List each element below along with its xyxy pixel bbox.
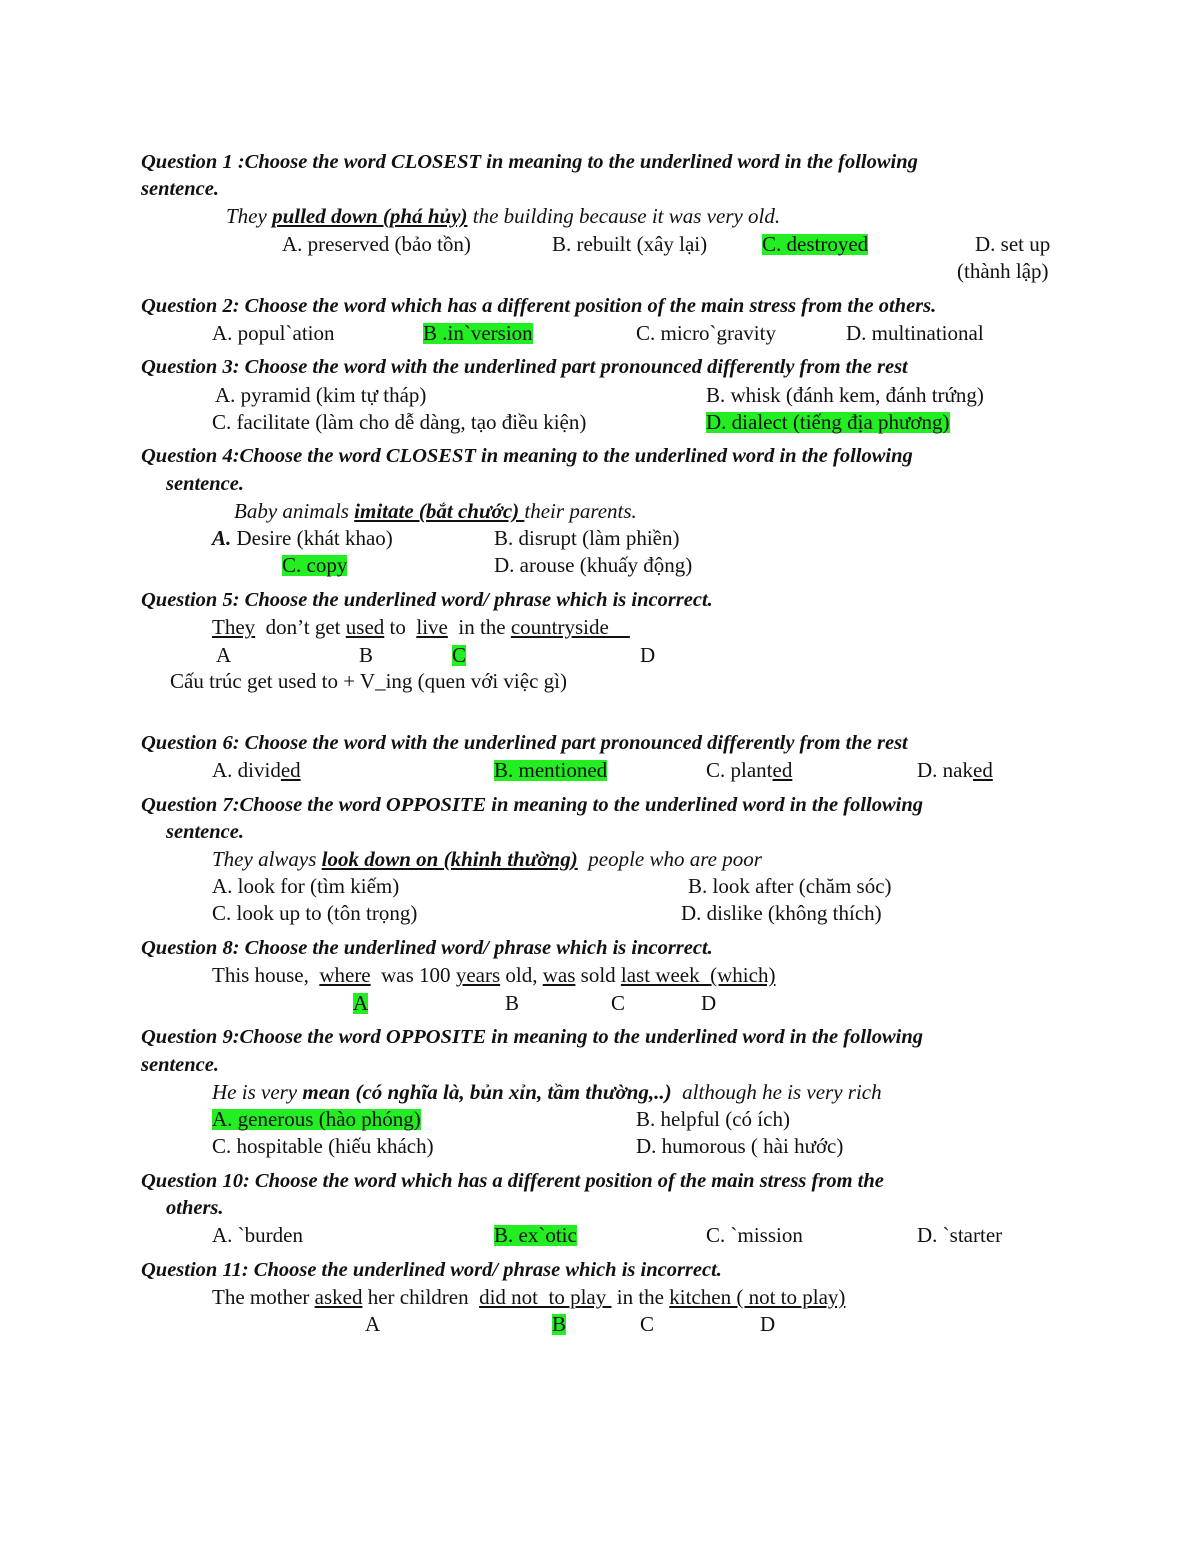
q11-text: in the (611, 1285, 670, 1309)
q9-underlined-phrase: mean (có nghĩa là, bủn xỉn, tầm thường,..) (302, 1080, 672, 1104)
q4-underlined-phrase: imitate (bắt chước) (354, 499, 525, 523)
q4-option-a[interactable] (212, 528, 393, 549)
q9-option-a-answer[interactable]: A. generous (hào phóng) (212, 1107, 421, 1131)
q9-option-d[interactable]: D. humorous ( hài hước) (636, 1134, 844, 1158)
q11-label-a: A (365, 1312, 381, 1336)
q1-sentence-start: They (226, 204, 273, 228)
q3-option-c[interactable]: C. facilitate (làm cho dễ dàng, tạo điều kiện) (212, 410, 587, 434)
q7-sentence-start: They always (212, 847, 322, 871)
q5-label-b: B (359, 643, 374, 667)
q3-option-a[interactable]: A. pyramid (kim tự tháp) (215, 383, 427, 407)
q5-text: in the (447, 615, 511, 639)
q6-option-c-underlined: ed (772, 758, 793, 782)
q9-sentence-start: He is very (212, 1080, 303, 1104)
q1-option-b[interactable]: B. rebuilt (xây lại) (552, 232, 708, 256)
q4-option-d[interactable]: D. arouse (khuấy động) (494, 553, 693, 577)
q9-sentence (212, 1082, 882, 1103)
q1-underlined-phrase: pulled down (phá hủy) (272, 204, 468, 228)
q5-prompt: Question 5: Choose the underlined word/ phrase which is incorrect. (141, 589, 713, 611)
q3-option-d-answer[interactable]: D. dialect (tiếng địa phương) (706, 410, 950, 434)
q4-option-a-letter: A. (212, 526, 232, 550)
q5-label-d: D (640, 643, 656, 667)
q8-prompt: Question 8: Choose the underlined word/ phrase which is incorrect. (141, 937, 713, 959)
q6-option-d-text: D. nak (917, 758, 973, 782)
q2-option-a[interactable]: A. popul`ation (212, 321, 335, 345)
q9-sentence-end: although he is very rich (671, 1080, 882, 1104)
q1-sentence-end: the building because it was very old. (467, 204, 781, 228)
q7-sentence-end: people who are poor (577, 847, 762, 871)
q4-sentence (234, 501, 637, 522)
q1-option-c-answer[interactable]: C. destroyed (762, 232, 869, 256)
q5-underlined-b[interactable]: used (345, 615, 385, 639)
q10-prompt-line2: others. (166, 1197, 224, 1219)
q5-underlined-c[interactable]: live (416, 615, 448, 639)
q6-option-a-text: A. divid (212, 758, 281, 782)
q4-prompt-line1: Question 4:Choose the word CLOSEST in meaning to the underlined word in the following (141, 445, 913, 467)
q11-text: her children (362, 1285, 480, 1309)
q5-label-c-answer[interactable]: C (452, 643, 467, 667)
q8-underlined-b[interactable]: years (455, 963, 501, 987)
q8-underlined-d[interactable]: last week (which) (620, 963, 776, 987)
q8-label-c: C (611, 991, 626, 1015)
q8-label-d: D (701, 991, 717, 1015)
q10-option-d[interactable]: D. `starter (917, 1223, 1003, 1247)
q10-prompt-line1: Question 10: Choose the word which has a different position of the main stress from the (141, 1170, 884, 1192)
q1-prompt-line1: Question 1 :Choose the word CLOSEST in meaning to the underlined word in the following (141, 151, 918, 173)
q4-option-c-answer[interactable]: C. copy (282, 553, 348, 577)
q3-prompt: Question 3: Choose the word with the underlined part pronounced differently from the rest (141, 356, 908, 378)
q8-label-a-answer[interactable]: A (353, 991, 369, 1015)
q7-prompt-line2: sentence. (166, 821, 244, 843)
q8-underlined-c[interactable]: was (542, 963, 576, 987)
q9-prompt-line2: sentence. (141, 1054, 219, 1076)
q3-option-b[interactable]: B. whisk (đánh kem, đánh trứng) (706, 383, 984, 407)
q1-sentence (226, 206, 780, 227)
q5-text: don’t get (255, 615, 346, 639)
q1-option-a[interactable]: A. preserved (bảo tồn) (282, 232, 471, 256)
q8-text: sold (575, 963, 621, 987)
q11-label-c: C (640, 1312, 655, 1336)
q7-sentence (212, 849, 762, 870)
q10-option-c[interactable]: C. `mission (706, 1223, 803, 1247)
q1-prompt-line2: sentence. (141, 178, 219, 200)
q9-prompt-line1: Question 9:Choose the word OPPOSITE in meaning to the underlined word in the following (141, 1026, 923, 1048)
q11-text: The mother (212, 1285, 315, 1309)
q5-underlined-a[interactable]: They (212, 615, 256, 639)
q9-option-b[interactable]: B. helpful (có ích) (636, 1107, 790, 1131)
q10-option-a[interactable]: A. `burden (212, 1223, 303, 1247)
q6-option-c[interactable] (706, 760, 792, 781)
q6-option-b-answer[interactable]: B. mentioned (494, 758, 608, 782)
q4-option-b[interactable]: B. disrupt (làm phiền) (494, 526, 680, 550)
q2-option-b-answer[interactable]: B .in`version (423, 321, 533, 345)
q10-option-b-answer[interactable]: B. ex`otic (494, 1223, 577, 1247)
q1-option-d[interactable]: D. set up (975, 232, 1051, 256)
q4-sentence-end: their parents. (524, 499, 637, 523)
q11-label-d: D (760, 1312, 776, 1336)
q5-label-a: A (216, 643, 232, 667)
q6-option-d-underlined: ed (973, 758, 993, 782)
q5-text: to (384, 615, 417, 639)
q1-option-d-meaning: (thành lập) (957, 259, 1049, 283)
q5-underlined-d[interactable]: countryside (510, 615, 630, 639)
q9-option-c[interactable]: C. hospitable (hiếu khách) (212, 1134, 434, 1158)
q6-option-a[interactable] (212, 760, 301, 781)
q8-text: was 100 (370, 963, 456, 987)
q6-prompt: Question 6: Choose the word with the underlined part pronounced differently from the rest (141, 732, 908, 754)
q6-option-c-text: C. plant (706, 758, 773, 782)
q7-option-b[interactable]: B. look after (chăm sóc) (688, 874, 892, 898)
q11-underlined-b[interactable]: did not to play (479, 1285, 612, 1309)
q2-prompt: Question 2: Choose the word which has a different position of the main stress from the others. (141, 295, 937, 317)
q7-option-d[interactable]: D. dislike (không thích) (681, 901, 882, 925)
q7-prompt-line1: Question 7:Choose the word OPPOSITE in meaning to the underlined word in the following (141, 794, 923, 816)
q7-underlined-phrase: look down on (khinh thường) (321, 847, 578, 871)
q2-option-c[interactable]: C. micro`gravity (636, 321, 776, 345)
q8-text: old, (500, 963, 543, 987)
q6-option-d[interactable] (917, 760, 993, 781)
q8-label-b: B (505, 991, 520, 1015)
q11-underlined-d[interactable]: kitchen ( not to play) (669, 1285, 846, 1309)
q11-prompt: Question 11: Choose the underlined word/ phrase which is incorrect. (141, 1259, 722, 1281)
q8-text: This house, (212, 963, 320, 987)
q8-sentence (212, 965, 775, 986)
q6-option-a-underlined: ed (280, 758, 301, 782)
q11-underlined-a[interactable]: asked (314, 1285, 363, 1309)
q2-option-d[interactable]: D. multinational (846, 321, 984, 345)
q7-option-a[interactable]: A. look for (tìm kiếm) (212, 874, 400, 898)
q4-option-a-text: Desire (khát khao) (231, 526, 393, 550)
q5-note: Cấu trúc get used to + V_ing (quen với việc gì) (170, 669, 567, 693)
q11-sentence (212, 1287, 845, 1308)
q8-underlined-a[interactable]: where (319, 963, 371, 987)
q4-prompt-line2: sentence. (166, 473, 244, 495)
q5-sentence (212, 617, 630, 638)
q11-label-b-answer[interactable]: B (552, 1312, 567, 1336)
q4-sentence-start: Baby animals (234, 499, 355, 523)
q7-option-c[interactable]: C. look up to (tôn trọng) (212, 901, 418, 925)
